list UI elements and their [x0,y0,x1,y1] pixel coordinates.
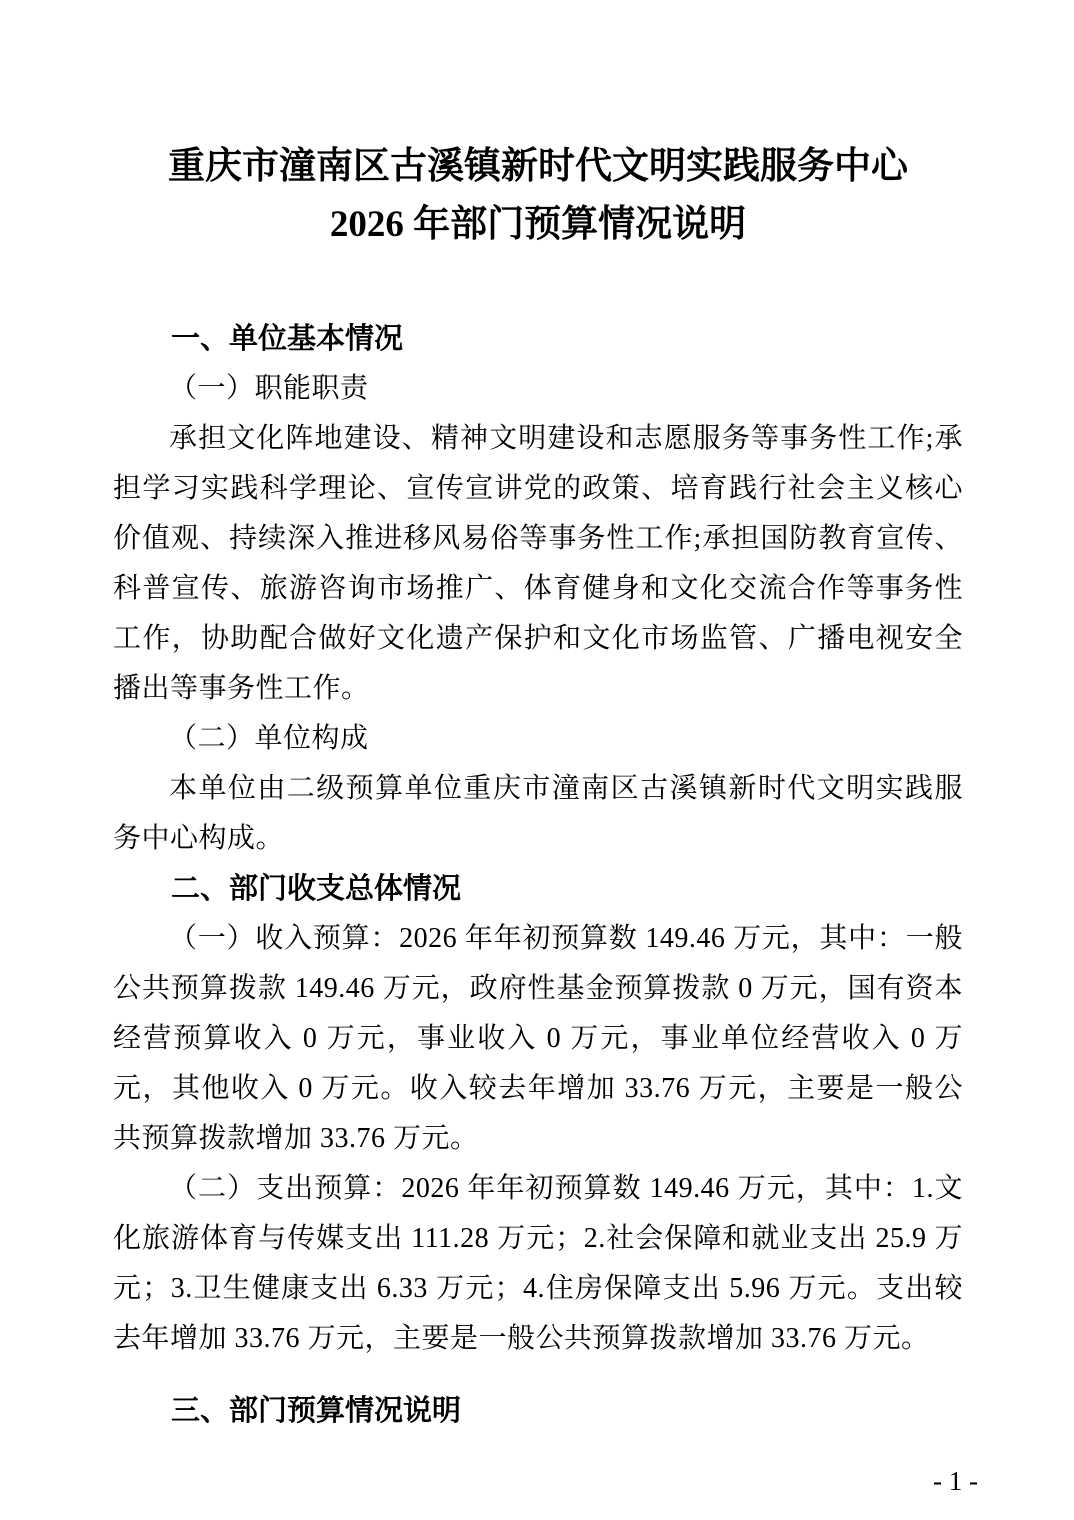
document-title [113,138,963,254]
page-number: - 1 - [933,1466,978,1496]
section-heading-revenue-expenditure: 二、部门收支总体情况 [171,873,462,905]
section-heading-budget-explanation: 三、部门预算情况说明 [171,1395,462,1427]
paragraph-duties: 承担文化阵地建设、精神文明建设和志愿服务等事务性工作;承担学习实践科学理论、宣传宣讲党的政策、培育践行社会主义核心价值观、持续深入推进移风易俗等事务性工作;承担国防教育宣传、科普宣传、旅游咨询市场推广、体育健身和文化交流合作等事务性工作，协助配合做好文化遗产保护和文化市场监管、广播电视安全播出等事务性工作。 [113,423,963,704]
section-heading-unit-basic-info: 一、单位基本情况 [171,323,404,355]
paragraph-revenue-budget: （一）收入预算：2026 年年初预算数 149.46 万元，其中：一般公共预算拨款 149.46 万元，政府性基金预算拨款 0 万元，国有资本经营预算收入 0 万元，事业收入 0 万元，事业单位经营收入 0 万元，其他收入 0 万元。收入较去年增加 33.76 万元，主要是一般公共预算拨款增加 33.76 万元。 [113,923,963,1154]
subsection-heading-duties: （一）职能职责 [169,373,369,404]
document-title-line1: 重庆市潼南区古溪镇新时代文明实践服务中心 [168,146,908,187]
paragraph-expenditure-budget: （二）支出预算：2026 年年初预算数 149.46 万元，其中：1.文化旅游体育与传媒支出 111.28 万元；2.社会保障和就业支出 25.9 万元；3.卫生健康支出 6.33 万元；4.住房保障支出 5.96 万元。支出较去年增加 33.76 万元，主要是一般公共预算拨款增加 33.76 万元。 [113,1173,963,1354]
document-title-line2: 2026 年部门预算情况说明 [329,204,747,245]
subsection-heading-composition: （二）单位构成 [169,723,369,754]
paragraph-composition: 本单位由二级预算单位重庆市潼南区古溪镇新时代文明实践服务中心构成。 [113,773,963,854]
document-content [113,138,963,1436]
